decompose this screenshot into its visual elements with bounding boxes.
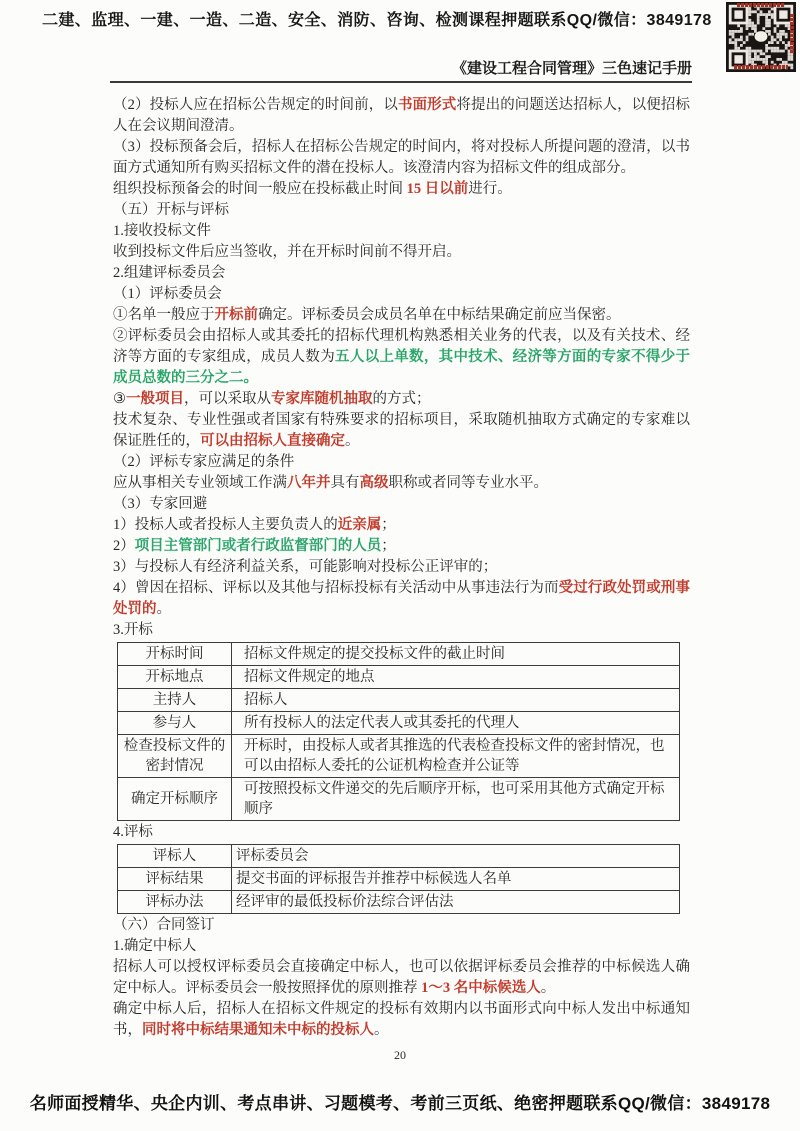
text-run: 2.组建评标委员会: [113, 265, 226, 281]
paragraph: [113, 915, 690, 936]
text-run: （2）投标人应在招标公告规定的时间前，以: [113, 97, 398, 113]
highlight-red: 同时将中标结果通知未中标的投标人: [142, 1022, 374, 1038]
row-label: 评标结果: [118, 868, 232, 891]
table-row: [118, 868, 680, 891]
row-label: 参与人: [118, 712, 232, 735]
qr-red-caption-right: [790, 14, 794, 54]
highlight-red: 可以由招标人直接确定: [200, 433, 345, 449]
row-value: 开标时，由投标人或者其推选的代表检查投标文件的密封情况，也可以由招标人委托的公证机构检查并公证等: [232, 735, 680, 778]
qr-code: [726, 2, 798, 74]
highlight-red: 高级: [359, 475, 389, 491]
highlight-red: 专家库随机抽取: [271, 391, 373, 407]
row-value: 经评审的最低投标价法综合评估法: [232, 891, 680, 914]
text-run: 组织投标预备会的时间一般应在投标截止时间: [113, 181, 407, 197]
paragraph: [113, 242, 690, 263]
highlight-red: 受过行政处罚或刑事处罚的: [113, 580, 691, 617]
row-label: 评标人: [118, 845, 232, 868]
row-value: 可按照投标文件递交的先后顺序开标，也可采用其他方式确定开标顺序: [232, 778, 680, 821]
text-run: 4）曾因在招标、评标以及其他与招标投标有关活动中从事违法行为而: [113, 580, 559, 596]
paragraph: [113, 494, 690, 515]
paragraph: [113, 578, 690, 620]
row-value: 招标人: [232, 689, 680, 712]
highlight-green: 五人以上单数，其中技术、经济等方面的专家不得少于成员总数的三分之二。: [113, 349, 691, 386]
qr-red-caption-bottom: [734, 65, 788, 69]
text-run: ，可以采取从: [184, 391, 271, 407]
text-run: （六）合同签订: [113, 917, 215, 933]
text-run: 3）与投标人有经济利益关系，可能影响对投标公正评审的；: [113, 559, 498, 575]
text-run: ；: [381, 538, 396, 554]
text-run: 。: [156, 601, 171, 617]
text-run: 1）投标人或者投标人主要负责人的: [113, 517, 338, 533]
paragraph: [113, 284, 690, 305]
paragraph: [113, 936, 690, 957]
paragraph: [113, 137, 690, 179]
document-body: [113, 95, 690, 1041]
paragraph: [113, 179, 690, 200]
opening-bid-table: [117, 642, 680, 821]
paragraph: [113, 822, 690, 843]
paragraph: [113, 305, 690, 326]
text-run: ①名单一般应于: [113, 307, 215, 323]
text-run: （五）开标与评标: [113, 202, 229, 218]
text-run: 确定中标人后，招标人在招标文件规定的投标有效期内以书面形式向中标人发出中标通知书，: [113, 1001, 690, 1038]
text-run: 职称或者同等专业水平。: [388, 475, 548, 491]
table-row: [118, 643, 680, 666]
text-run: ③: [113, 391, 126, 407]
table-row: [118, 666, 680, 689]
paragraph: [113, 620, 690, 641]
row-label: 主持人: [118, 689, 232, 712]
text-run: （2）评标专家应满足的条件: [113, 454, 295, 470]
row-label: 开标时间: [118, 643, 232, 666]
table-row: [118, 778, 680, 821]
text-run: 将提出的问题送达招标人，以便招标人在会议期间澄清。: [113, 97, 691, 134]
paragraph: [113, 200, 690, 221]
table-row: [118, 735, 680, 778]
row-label: 检查投标文件的密封情况: [118, 735, 232, 778]
paragraph: [113, 536, 690, 557]
highlight-red: 一般项目: [126, 391, 184, 407]
row-label: 确定开标顺序: [118, 778, 232, 821]
text-run: 1.接收投标文件: [113, 223, 211, 239]
highlight-red: 近亲属: [337, 517, 382, 533]
footer-banner: 名师面授精华、央企内训、考点串讲、习题模考、考前三页纸、绝密押题联系QQ/微信：3849178: [29, 1094, 771, 1113]
paragraph: [113, 95, 690, 137]
text-run: 技术复杂、专业性强或者国家有特殊要求的招标项目，采取随机抽取方式确定的专家难以保证胜任的，: [113, 412, 690, 449]
table-row: [118, 845, 680, 868]
paragraph: [113, 957, 690, 999]
text-run: 2）: [113, 538, 135, 554]
row-value: 所有投标人的法定代表人或其委托的代理人: [232, 712, 680, 735]
table-row: [118, 712, 680, 735]
text-run: 确定。评标委员会成员名单在中标结果确定前应当保密。: [258, 307, 621, 323]
table-row: [118, 689, 680, 712]
text-run: 收到投标文件后应当签收，并在开标时间前不得开启。: [113, 244, 461, 260]
text-run: 4.评标: [113, 824, 153, 840]
text-run: ；: [381, 517, 396, 533]
paragraph: [113, 452, 690, 473]
paragraph: [113, 326, 690, 389]
text-run: 进行。: [468, 181, 512, 197]
paragraph: [113, 221, 690, 242]
text-run: （3）投标预备会后，招标人在招标公告规定的时间内，将对投标人所提问题的澄清，以书面方式通知所有购买招标文件的潜在投标人。该澄清内容为招标文件的组成部分。: [113, 139, 690, 176]
highlight-red: 开标前: [214, 307, 258, 323]
text-run: ②评标委员会由招标人或其委托的招标代理机构熟悉相关业务的代表，以及有关技术、经济等方面的专家组成，成员人数为: [113, 328, 690, 365]
text-run: 。: [540, 980, 556, 996]
row-value: 招标文件规定的提交投标文件的截止时间: [232, 643, 680, 666]
text-run: 具有: [330, 475, 360, 491]
text-run: 1.确定中标人: [113, 938, 197, 954]
highlight-red: 八年并: [287, 475, 331, 491]
text-run: （3）专家回避: [113, 496, 208, 512]
row-value: 提交书面的评标报告并推荐中标候选人名单: [232, 868, 680, 891]
row-label: 评标办法: [118, 891, 232, 914]
qr-red-caption-top: [737, 3, 785, 7]
header-rule: [110, 81, 692, 83]
bid-evaluation-table: [117, 844, 680, 914]
highlight-green: 项目主管部门或者行政监督部门的人员: [134, 538, 382, 554]
paragraph: [113, 557, 690, 578]
paragraph: [113, 999, 690, 1041]
header-banner: 二建、监理、一建、一造、二造、安全、消防、咨询、检测课程押题联系QQ/微信：3849178: [42, 12, 712, 29]
row-value: 评标委员会: [232, 845, 680, 868]
paragraph: [113, 389, 690, 410]
highlight-red: 15 日以前: [406, 181, 469, 197]
doc-title: 《建设工程合同管理》三色速记手册: [451, 61, 692, 77]
paragraph: [113, 410, 690, 452]
table-row: [118, 891, 680, 914]
text-run: 的方式；: [372, 391, 431, 407]
text-run: 。: [345, 433, 360, 449]
text-run: 应从事相关专业领域工作满: [113, 475, 287, 491]
highlight-red: 1～3 名中标候选人: [421, 980, 541, 996]
page-number: 20: [394, 1048, 406, 1062]
text-run: （1）评标委员会: [113, 286, 222, 302]
paragraph: [113, 515, 690, 536]
text-run: 。: [374, 1022, 389, 1038]
row-label: 开标地点: [118, 666, 232, 689]
text-run: 招标人可以授权评标委员会直接确定中标人，也可以依据评标委员会推荐的中标候选人确定中标人。评标委员会一般按照择优的原则推荐: [113, 959, 690, 996]
text-run: 3.开标: [113, 622, 153, 638]
highlight-red: 书面形式: [397, 97, 457, 113]
row-value: 招标文件规定的地点: [232, 666, 680, 689]
paragraph: [113, 263, 690, 284]
paragraph: [113, 473, 690, 494]
